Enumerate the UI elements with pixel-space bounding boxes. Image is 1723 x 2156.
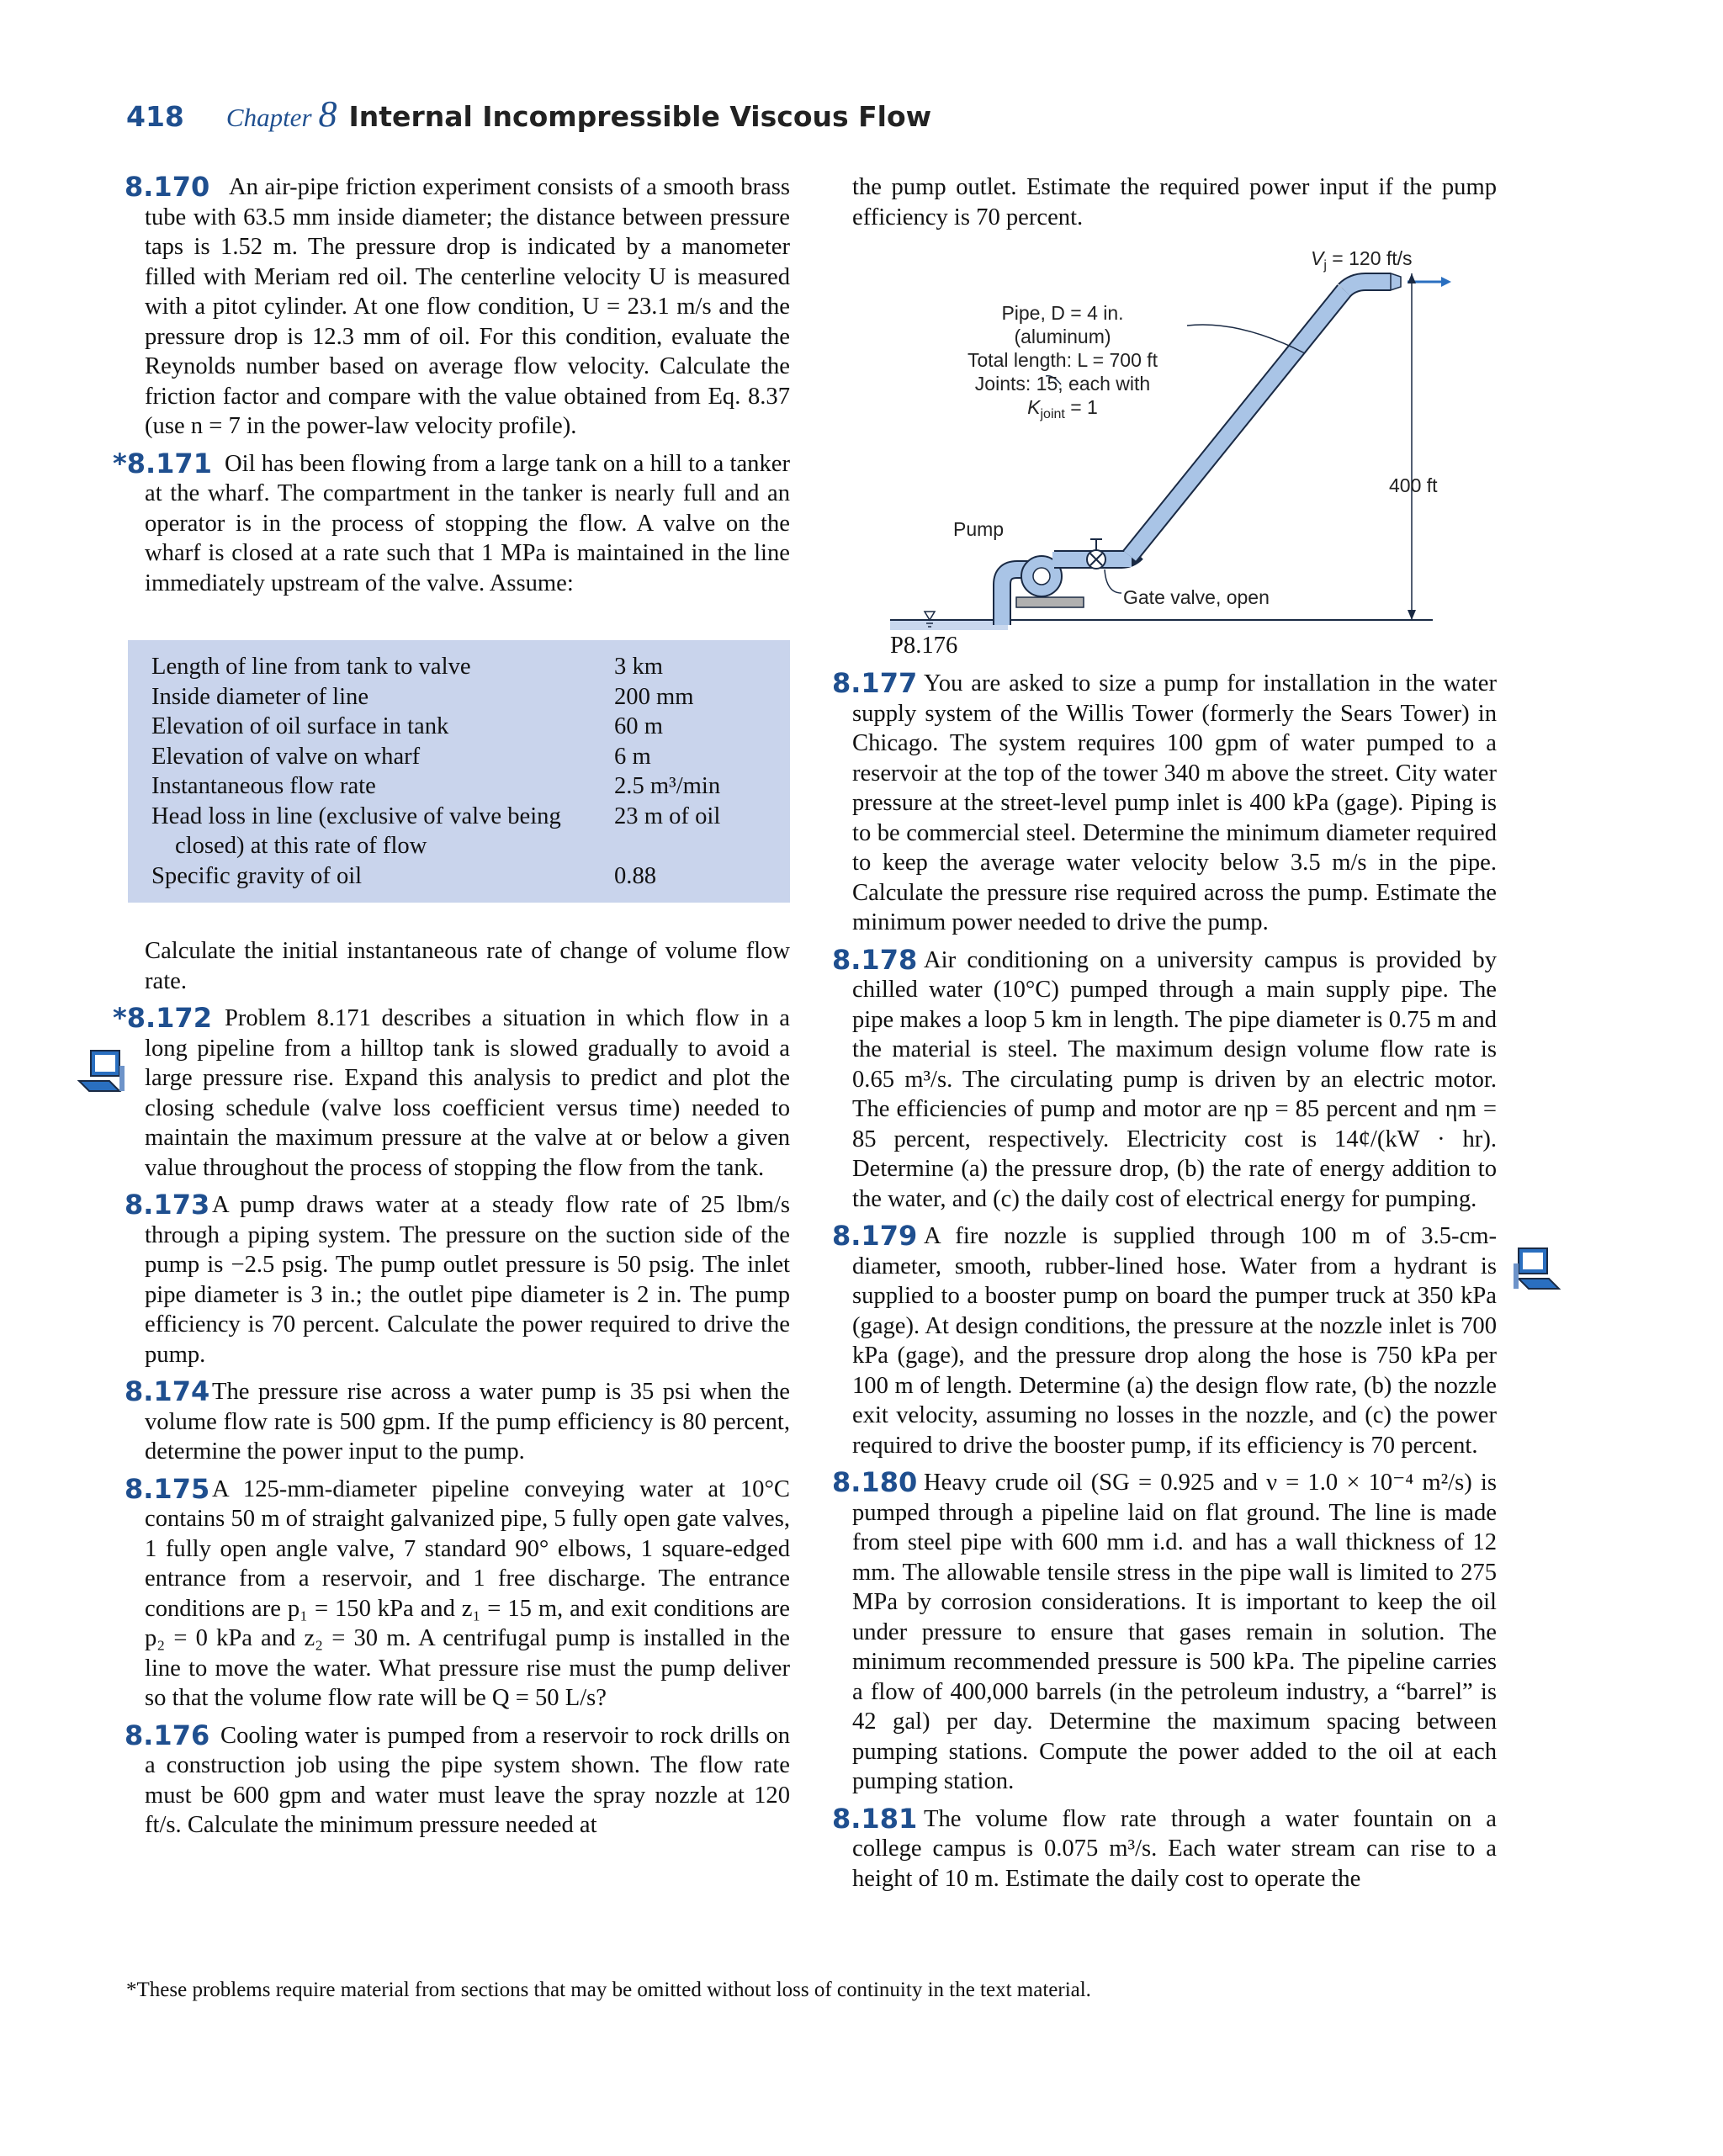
left-column: [113, 171, 790, 1848]
problem-number: 8.180: [832, 1466, 918, 1498]
pump-system-diagram: [852, 240, 1497, 635]
problem-number: 8.175: [125, 1472, 210, 1505]
velocity-label: $V_j = 120$ ft/s: [1311, 247, 1413, 273]
pipe-label-line1: Pipe, D = 4 in.: [1001, 302, 1124, 324]
chapter-title: Internal Incompressible Viscous Flow: [348, 100, 932, 133]
table-row: Head loss in line (exclusive of valve being closed) at this rate of flow 23 m of oil: [151, 803, 721, 859]
problem-number: 8.174: [125, 1375, 210, 1407]
problem-8-181: [832, 1802, 1497, 1894]
table-row: Instantaneous flow rate 2.5 m³/min: [151, 773, 721, 799]
table-row: Elevation of valve on wharf 6 m: [151, 743, 651, 770]
problem-number: 8.181: [832, 1802, 918, 1835]
problem-text: Problem 8.171 describes a situation in which flow in a long pipeline from a hilltop tank is slowed gradually to avoid a large pressure rise. Expand this analysis to predict and plot the closing schedule (valve loss coefficient versus time) needed to maintain the maximum pressure at the valve at or below a given value throughout the process of stopping the flow from the tank.: [145, 1005, 790, 1181]
problem-number: 8.173: [125, 1189, 210, 1221]
page-header: [126, 93, 931, 135]
problem-8-175: [125, 1472, 790, 1714]
chapter-word: Chapter: [225, 103, 312, 132]
table-row: Inside diameter of line 200 mm: [151, 683, 694, 710]
figure-caption: P8.176: [890, 633, 958, 659]
problem-8-171: [113, 447, 790, 599]
figure-p8-176: [852, 240, 1497, 669]
problem-8-172: [113, 1002, 790, 1183]
pipe-label-line2: (aluminum): [1014, 326, 1111, 347]
problem-number: *8.171: [113, 447, 212, 479]
problem-text: An air-pipe friction experiment consists of a smooth brass tube with 63.5 mm inside diameter; the distance between pressure taps is 1.52 m. The pressure drop is indicated by a manometer filled with Meriam red oil. The centerline velocity U is measured with a pitot cylinder. At one flow condition, U = 23.1 m/s and the pressure drop is 12.3 mm of oil. For this condition, evaluate the Reynolds number based on average flow velocity. Calculate the friction factor and compare with the value obtained from Eq. 8.37 (use n = 7 in the power-law velocity profile).: [145, 174, 790, 439]
table-row: Elevation of oil surface in tank 60 m: [151, 713, 663, 739]
chapter-number: 8: [318, 93, 337, 135]
problem-text: A fire nozzle is supplied through 100 m of 3.5-cm-diameter, smooth, rubber-lined hose. Water from a hydrant is supplied to a booster pump on board the pumper truck at 350 kPa (gage). At design conditions, the pressure at the nozzle inlet is 700 kPa (gage), and the pressure drop along the hose is 750 kPa per 100 m of length. Determine (a) the design flow rate, (b) the nozzle exit velocity, assuming no losses in the nozzle, and (c) the power required to drive the booster pump, if its efficiency is 70 percent.: [852, 1223, 1497, 1459]
pipe-label-line4: Joints: 15, each with: [974, 373, 1151, 395]
problem-number: 8.177: [832, 667, 918, 699]
pump-base: [1016, 597, 1084, 607]
height-label: 400 ft: [1389, 474, 1438, 496]
problem-8-176-continued: the pump outlet. Estimate the required power input if the pump efficiency is 70 percent.: [852, 174, 1497, 230]
problem-8-170: [125, 171, 790, 442]
problem-number: 8.176: [125, 1719, 210, 1751]
problem-8-177: [832, 667, 1497, 938]
pipe-label-line5: $K_{joint} = 1$: [1027, 396, 1098, 421]
pump-label: Pump: [953, 518, 1005, 540]
computer-icon: [76, 1047, 128, 1099]
problem-number: 8.179: [832, 1220, 918, 1252]
problem-text: The pressure rise across a water pump is 35 psi when the volume flow rate is 500 gpm. If the pump efficiency is 80 percent, determine the power input to the pump.: [145, 1379, 790, 1465]
problem-text: The volume flow rate through a water fountain on a college campus is 0.075 m³/s. Each water stream can rise to a height of 10 m. Estimate the daily cost to operate the: [852, 1805, 1497, 1892]
problem-8-171-question: Calculate the initial instantaneous rate of change of volume flow rate.: [145, 938, 790, 994]
problem-8-173: [125, 1189, 790, 1369]
problem-text: Cooling water is pumped from a reservoir to rock drills on a construction job using the pipe system shown. The flow rate must be 600 gpm and water must leave the spray nozzle at 120 ft/s. Calculate the minimum pressure needed at: [145, 1722, 790, 1838]
problem-text: A 125-mm-diameter pipeline conveying water at 10°C contains 50 m of straight galvanized pipe, 5 fully open gate valves, 1 fully open angle valve, 7 standard 90° elbows, 1 square-edged entrance from a reservoir, and 1 free discharge. The entrance conditions are p₁ = 150 kPa and z₁ = 15 m, and exit conditions are p₂ = 0 kPa and z₂ = 30 m. A centrifugal pump is installed in the line to move the water. What pressure rise must the pump deliver so that the volume flow rate will be Q = 50 L/s?: [145, 1475, 790, 1711]
pipe-label-line3: Total length: L = 700 ft: [967, 349, 1158, 371]
problem-text: You are asked to size a pump for installation in the water supply system of the Willis Tower (formerly the Sears Tower) in Chicago. The system requires 100 gpm of water pumped to a reservoir at the top of the tower 340 m above the street. City water pressure at the street-level pump inlet is 400 kPa (gage). Piping is to be commercial steel. Determine the minimum diameter required to keep the average water velocity below 3.5 m/s in the pipe. Calculate the pressure rise required across the pump. Estimate the minimum power needed to drive the pump.: [852, 670, 1497, 935]
problem-number: 8.170: [125, 171, 210, 203]
problem-8-178: [832, 943, 1497, 1215]
problem-8-180: [832, 1466, 1497, 1797]
footnote: *These problems require material from sections that may be omitted without loss of continuity in the text material.: [126, 1979, 1091, 2001]
problem-8-176: [125, 1719, 790, 1841]
problem-text: Air conditioning on a university campus is provided by chilled water (10°C) pumped through a main supply pipe. The pipe makes a loop 5 km in length. The pipe diameter is 0.75 m and the material is steel. The maximum design volume flow rate is 0.65 m³/s. The circulating pump is driven by an electric motor. The efficiencies of pump and motor are ηp = 85 percent and ηm = 85 percent, respectively. Electricity cost is 14¢/(kW · hr). Determine (a) the pressure drop, (b) the rate of energy addition to the water, and (c) the daily cost of electrical energy for pumping.: [852, 946, 1497, 1212]
problem-8-179: [832, 1220, 1497, 1460]
problem-number: *8.172: [113, 1002, 212, 1034]
valve-label: Gate valve, open: [1123, 586, 1270, 608]
problem-text: Oil has been flowing from a large tank on a hill to a tanker at the wharf. The compartment in the tanker is nearly full and an operator is in the process of stopping the flow. A valve on the wharf is closed at a rate such that 1 MPa is maintained in the line immediately upstream of the valve. Assume:: [145, 450, 790, 596]
right-column: [832, 172, 1497, 1901]
problem-number: 8.178: [832, 943, 918, 976]
page-number: 418: [126, 100, 184, 133]
computer-icon: [1510, 1245, 1562, 1297]
problem-text: Heavy crude oil (SG = 0.925 and ν = 1.0 × 10⁻⁴ m²/s) is pumped through a pipeline laid on flat ground. The line is made from steel pipe with 600 mm i.d. and has a wall thickness of 12 mm. The allowable tensile stress in the pipe wall is limited to 275 MPa by corrosion considerations. It is important to keep the oil under pressure to ensure that gases remain in solution. The minimum recommended pressure is 500 kPa. The pipeline carries a flow of 400,000 barrels (in the petroleum industry, a “barrel” is 42 gal) per day. Determine the maximum spacing between pumping stations. Compute the power added to the oil at each pumping station.: [852, 1470, 1497, 1794]
gate-valve-icon: [1087, 539, 1105, 569]
reservoir-water: [890, 620, 1008, 630]
table-row: Specific gravity of oil 0.88: [151, 862, 657, 889]
problem-text: A pump draws water at a steady flow rate of 25 lbm/s through a piping system. The pressure on the suction side of the pump is −2.5 psig. The pump outlet pressure is 50 psig. The inlet pipe diameter is 3 in.; the outlet pipe diameter is 2 in. The pump efficiency is 70 percent. Calculate the power required to drive the pump.: [145, 1192, 790, 1368]
problem-8-174: [125, 1375, 790, 1467]
parameter-table: [128, 640, 790, 903]
table-row: Length of line from tank to valve 3 km: [151, 654, 663, 680]
